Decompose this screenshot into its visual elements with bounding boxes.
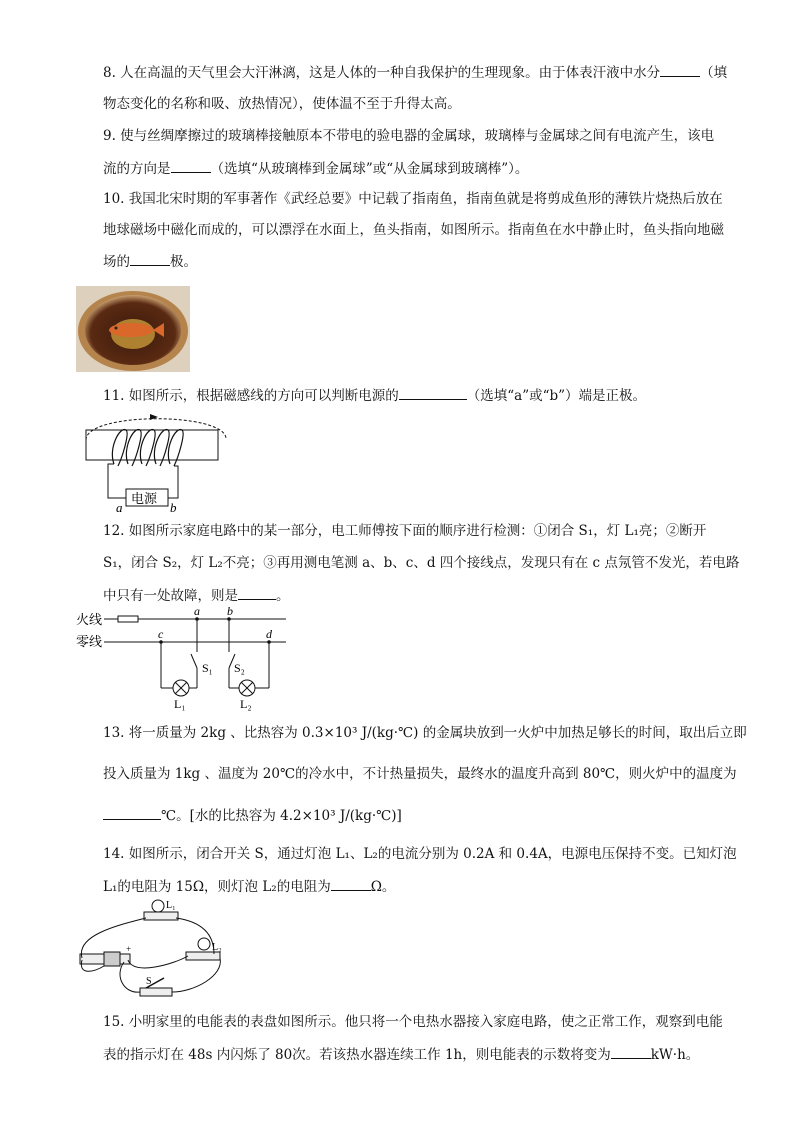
- q9-line2: [103, 158, 528, 179]
- q14-line2: [103, 876, 395, 897]
- q12-text: 。: [276, 588, 290, 604]
- point-d-label: d: [266, 627, 272, 641]
- q15-answer-blank[interactable]: [611, 1044, 651, 1059]
- solenoid-diagram: [78, 408, 238, 516]
- terminal-a-label: a: [116, 500, 123, 515]
- q15-text: 表的指示灯在 48s 内闪烁了 80次。若该热水器连续工作 1h，则电能表的示数将变为: [103, 1047, 611, 1063]
- physical-circuit-diagram: [74, 896, 244, 1000]
- q12-answer-blank[interactable]: [238, 585, 276, 600]
- q13-answer-blank[interactable]: [103, 805, 161, 820]
- q10-text: 场的: [103, 254, 130, 270]
- q10-line2: 地球磁场中磁化而成的，可以漂浮在水面上，鱼头指南，如图所示。指南鱼在水中静止时，鱼头指向地磁: [103, 222, 724, 238]
- q9-text: 流的方向是: [103, 161, 171, 177]
- q10-answer-blank[interactable]: [130, 251, 170, 266]
- q14-line1: 14. 如图所示，闭合开关 S，通过灯泡 L₁、L₂的电流分别为 0.2A 和 0.4A，电源电压保持不变。已知灯泡: [103, 846, 737, 862]
- point-b-label: b: [227, 606, 233, 618]
- q10-line1: 10. 我国北宋时期的军事著作《武经总要》中记载了指南鱼，指南鱼就是将剪成鱼形的薄铁片烧热后放在: [103, 191, 723, 207]
- q11-text: （选填“a”或“b”）端是正极。: [466, 388, 647, 404]
- point-a-label: a: [194, 606, 200, 618]
- q8-answer-blank[interactable]: [660, 62, 700, 77]
- q9-text: （选填“从玻璃棒到金属球”或“从金属球到玻璃棒”）。: [210, 161, 529, 177]
- lamp-l2-base: [186, 952, 220, 960]
- lamp-l2-label: L₂: [212, 942, 222, 953]
- live-wire-label: 火线: [76, 612, 103, 627]
- lamp-l2-label: L₂: [240, 697, 252, 711]
- q15-text: kW·h。: [650, 1047, 700, 1063]
- q12-text: 中只有一处故障，则是: [103, 588, 238, 604]
- q8-text: 8. 人在高温的天气里会大汗淋漓，这是人体的一种自我保护的生理现象。由于体表汗液中水分: [103, 65, 661, 81]
- switch-s1-icon: [191, 654, 197, 668]
- q13-text: ℃。[水的比热容为 4.2×10³ J/(kg·℃)]: [161, 808, 402, 824]
- q15-line2: [103, 1044, 699, 1065]
- power-source-label: 电源: [131, 491, 158, 506]
- point-c-label: c: [158, 627, 164, 641]
- compass-fish-photo: [76, 286, 190, 372]
- household-circuit-diagram: [74, 606, 294, 712]
- q11-line1: [103, 385, 646, 406]
- lamp-l1-base: [144, 912, 178, 920]
- q9-answer-blank[interactable]: [171, 158, 211, 173]
- q13-line3: [103, 805, 402, 826]
- bulb-l2-icon: [198, 938, 210, 950]
- neutral-wire-label: 零线: [76, 634, 103, 649]
- lamp-l1-label: L₁: [166, 900, 176, 911]
- iron-core: [86, 430, 218, 460]
- q11-answer-blank[interactable]: [399, 385, 467, 400]
- q11-text: 11. 如图所示，根据磁感线的方向可以判断电源的: [103, 388, 399, 404]
- q10-line3: [103, 251, 197, 272]
- q8-line2: 物态变化的名称和吸、放热情况），使体温不至于升得太高。: [103, 96, 461, 112]
- q8-text: （填: [700, 65, 728, 81]
- q12-line2: S₁，闭合 S₂，灯 L₂不亮；③再用测电笔测 a、b、c、d 四个接线点，发现只有在 c 点氖管不发光，若电路: [103, 555, 740, 571]
- q9-line1: 9. 使与丝绸摩擦过的玻璃棒接触原本不带电的验电器的金属球，玻璃棒与金属球之间有电流产生，该电: [103, 128, 715, 144]
- fuse: [118, 616, 138, 622]
- switch-base: [140, 988, 172, 996]
- q8-line1: [103, 62, 727, 83]
- q14-text: Ω。: [370, 879, 396, 895]
- terminal-b-label: b: [170, 500, 177, 515]
- coil: [112, 430, 183, 466]
- q13-line2: 投入质量为 1kg 、温度为 20℃的冷水中，不计热量损失，最终水的温度升高到 80℃，则火炉中的温度为: [103, 766, 737, 782]
- q13-line1: 13. 将一质量为 2kg 、比热容为 0.3×10³ J/(kg·℃) 的金属块放到一火炉中加热足够长的时间，取出后立即: [103, 725, 747, 741]
- field-line: [86, 419, 226, 440]
- svg-text:+: +: [126, 944, 132, 954]
- q15-line1: 15. 小明家里的电能表的表盘如图所示。他只将一个电热水器接入家庭电路，使之正常工作，观察到电能: [103, 1014, 723, 1030]
- switch-s2-label: S₂: [234, 661, 245, 675]
- q12-line3: [103, 585, 290, 606]
- lamp-l1-label: L₁: [174, 697, 186, 711]
- q12-line1: 12. 如图所示家庭电路中的某一部分，电工师傅按下面的顺序进行检测：①闭合 S₁，灯 L₁亮；②断开: [103, 523, 707, 539]
- q10-text: 极。: [170, 254, 197, 270]
- q14-text: L₁的电阻为 15Ω，则灯泡 L₂的电阻为: [103, 879, 331, 895]
- switch-label: S: [146, 976, 152, 987]
- bulb-l1-icon: [152, 900, 164, 912]
- switch-s1-label: S₁: [202, 661, 213, 675]
- q14-answer-blank[interactable]: [331, 876, 371, 891]
